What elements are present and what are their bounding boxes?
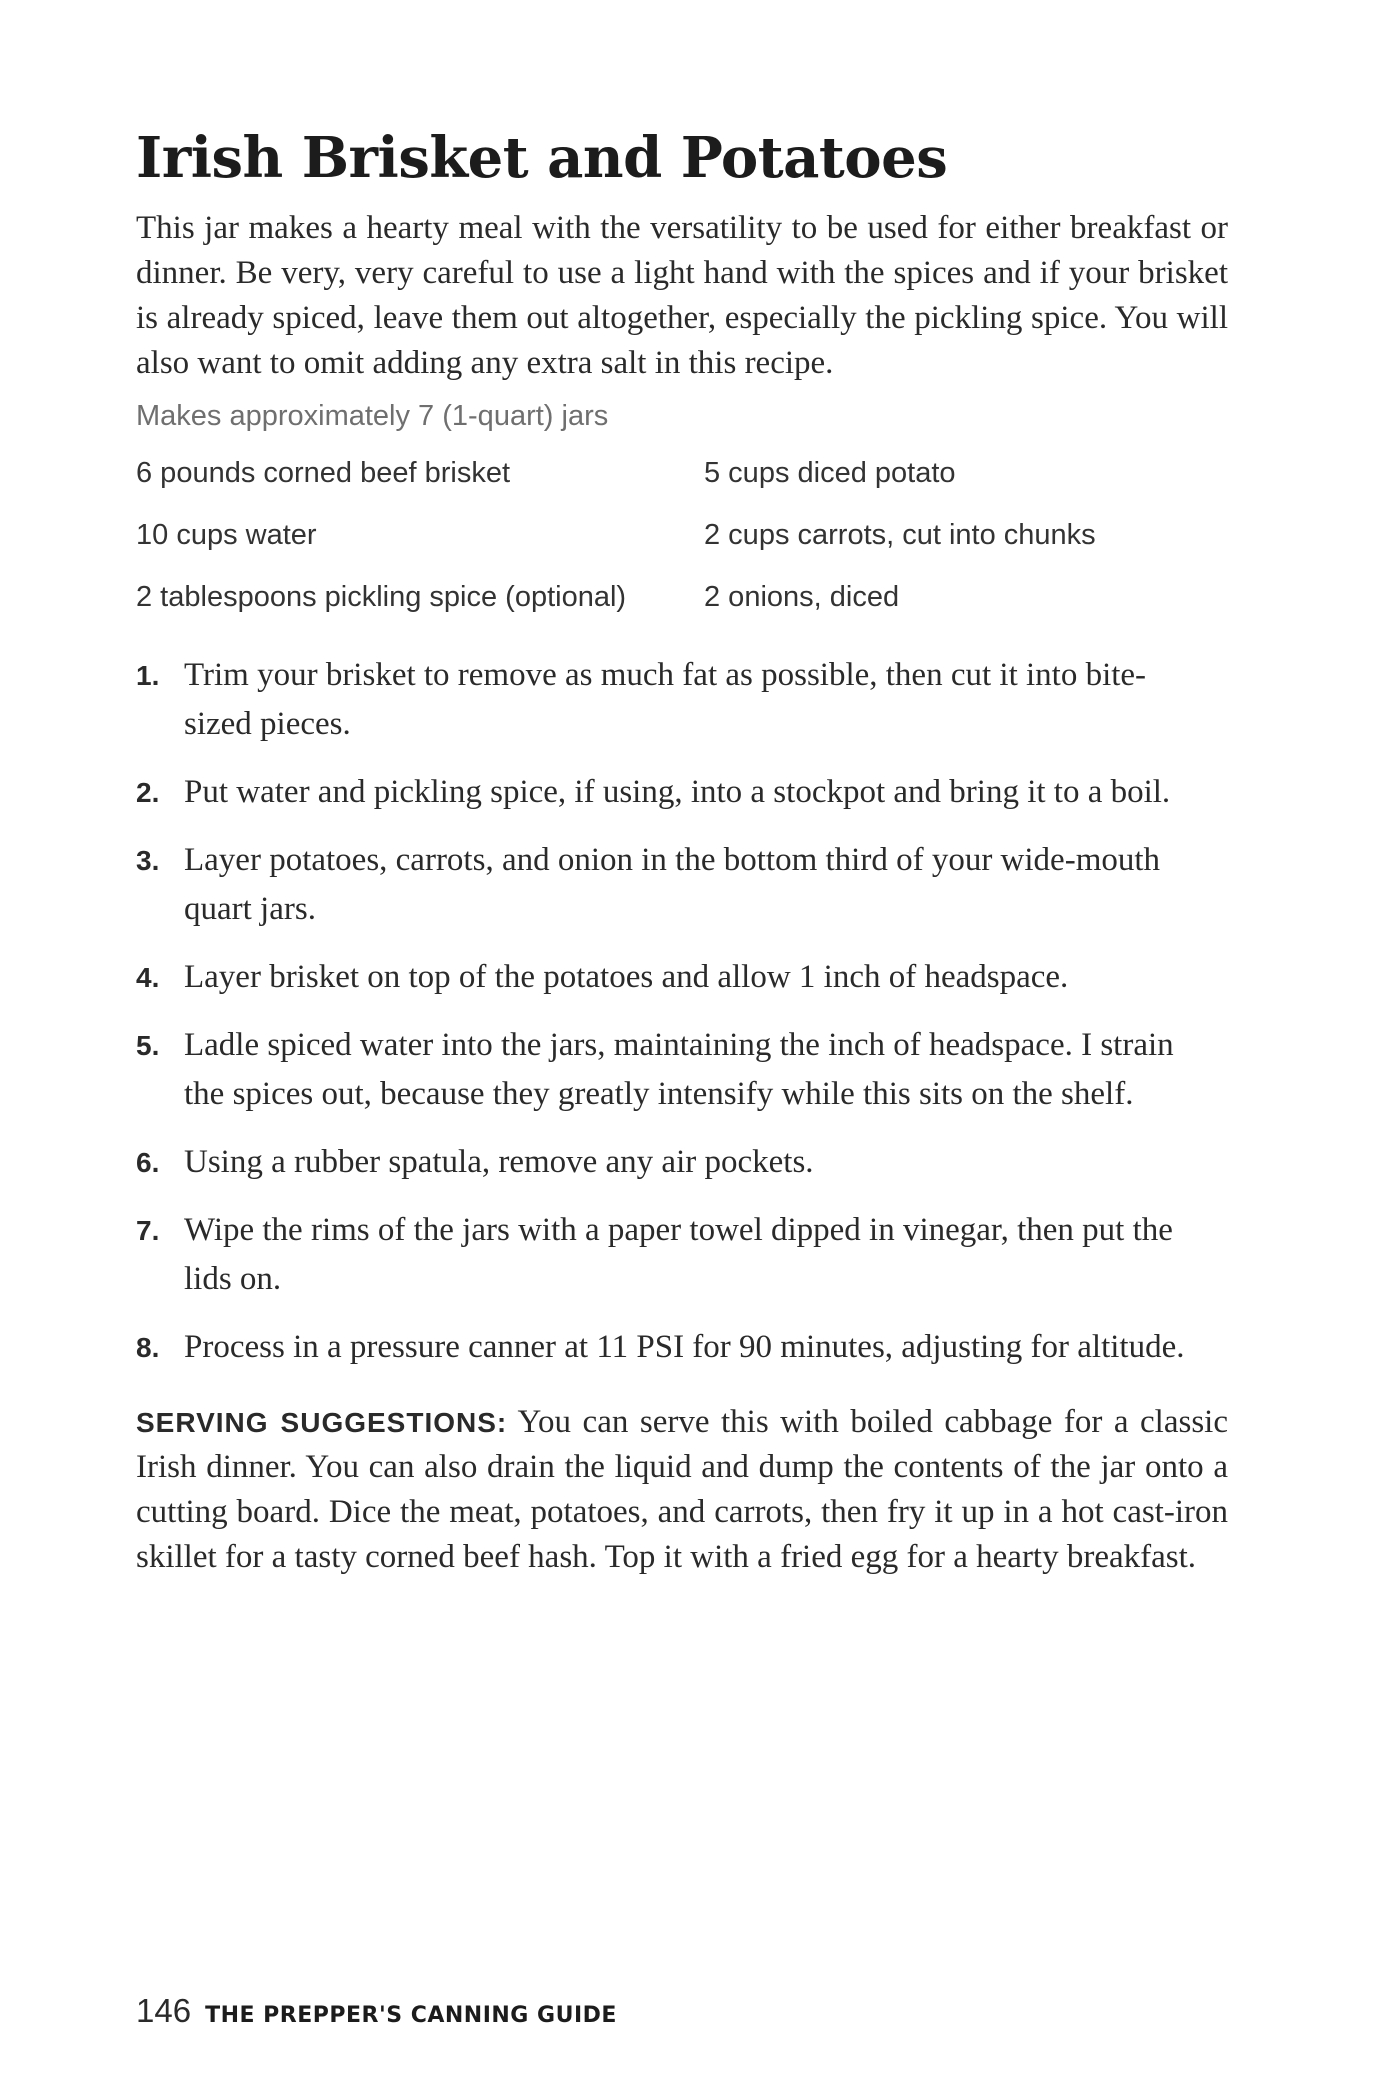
step-number: 8.	[136, 1331, 160, 1363]
ingredient-item: 2 onions, diced	[704, 580, 900, 613]
page-footer	[136, 1992, 617, 2030]
step-item	[136, 768, 1228, 817]
ingredient-item: 10 cups water	[136, 518, 317, 551]
serving-suggestions	[136, 1400, 1228, 1580]
step-number: 2.	[136, 776, 160, 808]
steps-list	[136, 651, 1228, 1372]
step-number: 3.	[136, 844, 160, 876]
step-item	[136, 1323, 1228, 1372]
page-number: 146	[136, 1992, 192, 2029]
step-text: Trim your brisket to remove as much fat as possible, then cut it into bite-sized pieces.	[184, 656, 1147, 742]
step-text: Wipe the rims of the jars with a paper towel dipped in vinegar, then put the lids on.	[184, 1211, 1173, 1297]
step-item	[136, 1138, 1228, 1187]
step-item	[136, 1021, 1228, 1119]
ingredients-list	[136, 453, 1228, 639]
ingredient-item: 2 cups carrots, cut into chunks	[704, 518, 1096, 551]
step-number: 4.	[136, 961, 160, 993]
step-text: Using a rubber spatula, remove any air pockets.	[184, 1143, 814, 1180]
ingredient-item: 6 pounds corned beef brisket	[136, 456, 511, 489]
step-item	[136, 953, 1228, 1002]
step-item	[136, 836, 1228, 934]
step-text: Process in a pressure canner at 11 PSI for 90 minutes, adjusting for altitude.	[184, 1328, 1185, 1365]
recipe-title: Irish Brisket and Potatoes	[136, 125, 948, 191]
book-title: THE PREPPER'S CANNING GUIDE	[205, 2003, 617, 2028]
step-number: 6.	[136, 1146, 160, 1178]
step-item	[136, 1206, 1228, 1304]
step-text: Layer brisket on top of the potatoes and allow 1 inch of headspace.	[184, 958, 1069, 995]
step-item	[136, 651, 1228, 749]
step-number: 7.	[136, 1214, 160, 1246]
recipe-page	[136, 125, 1228, 1580]
step-text: Put water and pickling spice, if using, into a stockpot and bring it to a boil.	[184, 773, 1171, 810]
recipe-yield: Makes approximately 7 (1-quart) jars	[136, 399, 609, 432]
serving-suggestions-label: SERVING SUGGESTIONS:	[136, 1406, 508, 1438]
serving-suggestions-text: You can serve this with boiled cabbage for a classic Irish dinner. You can also drain the liquid and dump the contents of the jar onto a cutting board. Dice the meat, potatoes, and carrots, then fry it up in a hot cast-iron skillet for a tasty corned beef hash. Top it with a fried egg for a hearty breakfast.	[136, 1403, 1228, 1575]
step-text: Layer potatoes, carrots, and onion in the bottom third of your wide-mouth quart jars.	[184, 841, 1161, 927]
step-text: Ladle spiced water into the jars, maintaining the inch of headspace. I strain the spices out, because they greatly intensify while this sits on the shelf.	[184, 1026, 1174, 1112]
step-number: 1.	[136, 659, 160, 691]
ingredient-item: 5 cups diced potato	[704, 456, 956, 489]
ingredient-item: 2 tablespoons pickling spice (optional)	[136, 580, 627, 613]
recipe-intro: This jar makes a hearty meal with the versatility to be used for either breakfast or dinner. Be very, very careful to use a light hand with the spices and if your brisket is already spiced, leave them out altogether, especially the pickling spice. You will also want to omit adding any extra salt in this recipe.	[136, 209, 1228, 381]
step-number: 5.	[136, 1029, 160, 1061]
